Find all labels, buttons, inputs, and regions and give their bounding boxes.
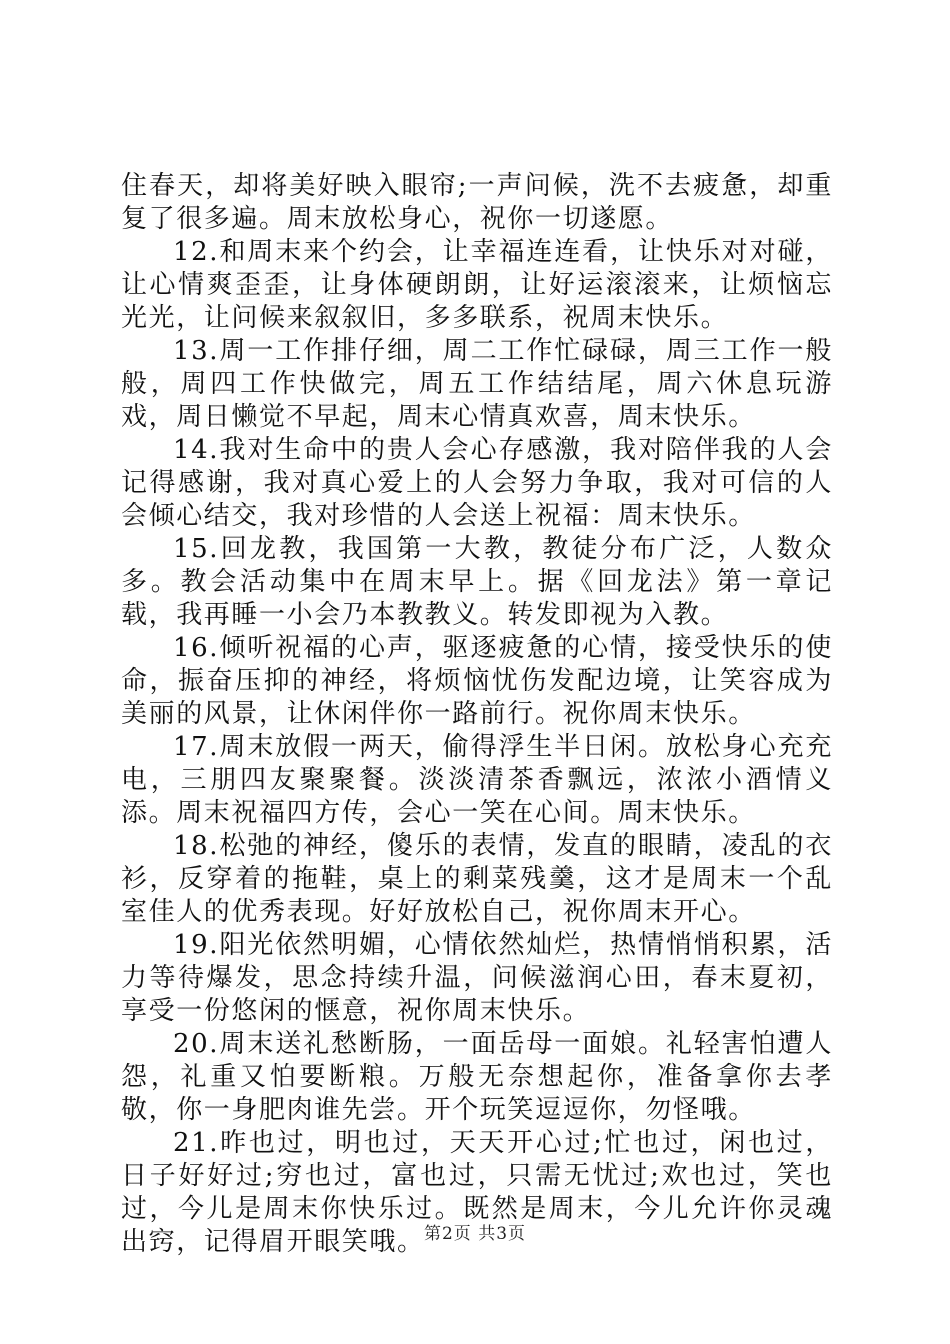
- document-body: [121, 170, 833, 1259]
- page-footer: 第2页 共3页: [423, 1224, 527, 1244]
- paragraph-item-20: 20.周末送礼愁断肠，一面岳母一面娘。礼轻害怕遭人怨，礼重又怕要断粮。万般无奈想起你，准备拿你去孝敬，你一身肥肉谁先尝。开个玩笑逗逗你，勿怪哦。: [121, 1029, 833, 1125]
- paragraph-item-13: 13.周一工作排仔细，周二工作忙碌碌，周三工作一般般，周四工作快做完，周五工作结结尾，周六休息玩游戏，周日懒觉不早起，周末心情真欢喜，周末快乐。: [121, 336, 833, 432]
- paragraph-item-14: 14.我对生命中的贵人会心存感激，我对陪伴我的人会记得感谢，我对真心爱上的人会努力争取，我对可信的人会倾心结交，我对珍惜的人会送上祝福：周末快乐。: [121, 435, 833, 531]
- paragraph-item-18: 18.松弛的神经，傻乐的表情，发直的眼睛，凌乱的衣衫，反穿着的拖鞋，桌上的剩菜残羹，这才是周末一个乱室佳人的优秀表现。好好放松自己，祝你周末开心。: [121, 831, 833, 927]
- paragraph-item-19: 19.阳光依然明媚，心情依然灿烂，热情悄悄积累，活力等待爆发，思念持续升温，问候滋润心田，春末夏初，享受一份悠闲的惬意，祝你周末快乐。: [121, 930, 833, 1026]
- paragraph-item-12: 12.和周末来个约会，让幸福连连看，让快乐对对碰，让心情爽歪歪，让身体硬朗朗，让好运滚滚来，让烦恼忘光光，让问候来叙叙旧，多多联系，祝周末快乐。: [121, 237, 833, 333]
- paragraph-continued: 住春天，却将美好映入眼帘;一声问候，洗不去疲惫，却重复了很多遍。周末放松身心，祝你一切遂愿。: [121, 171, 833, 234]
- paragraph-item-17: 17.周末放假一两天，偷得浮生半日闲。放松身心充充电，三朋四友聚聚餐。淡淡清茶香飘远，浓浓小酒情义添。周末祝福四方传，会心一笑在心间。周末快乐。: [121, 732, 833, 828]
- paragraph-item-15: 15.回龙教，我国第一大教，教徒分布广泛，人数众多。教会活动集中在周末早上。据《回龙法》第一章记载，我再睡一小会乃本教教义。转发即视为入教。: [121, 534, 833, 630]
- paragraph-item-21: 21.昨也过，明也过，天天开心过;忙也过，闲也过，日子好好过;穷也过，富也过，只需无忧过;欢也过，笑也过，今儿是周末你快乐过。既然是周末，今儿允许你灵魂出窍，记得眉开眼笑哦。: [121, 1128, 833, 1257]
- paragraph-item-16: 16.倾听祝福的心声，驱逐疲惫的心情，接受快乐的使命，振奋压抑的神经，将烦恼忧伤发配边境，让笑容成为美丽的风景，让休闲伴你一路前行。祝你周末快乐。: [121, 633, 833, 729]
